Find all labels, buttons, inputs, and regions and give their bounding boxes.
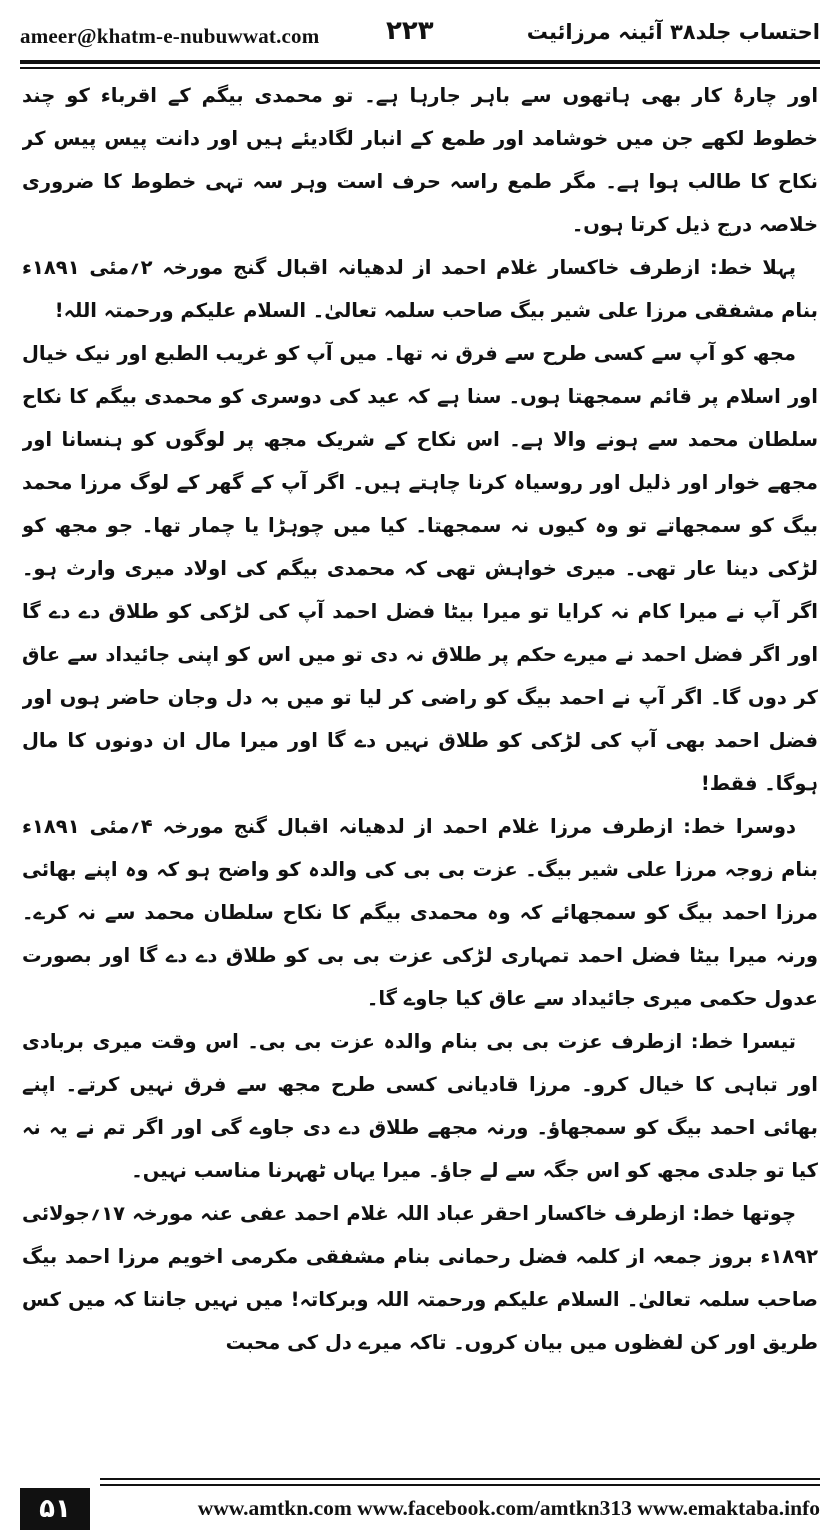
page-header [20,14,820,54]
paragraph-intro: اور چارۂ کار بھی ہاتھوں سے باہر جارہا ہے۔ تو محمدی بیگم کے اقرباء کو چند خطوط لکھے جن میں خوشامد اور طمع کے انبار لگادیئے ہیں اور دانت پیس پیس کر نکاح کا طالب ہوا ہے۔ مگر طمع راسہ حرف است وہر سہ تہی خطوط کا ضروری خلاصہ درج ذیل کرتا ہوں۔ [22,84,818,236]
paragraph-third-letter: تیسرا خط: ازطرف عزت بی بی بنام والدہ عزت بی بی۔ اس وقت میری بربادی اور تباہی کا خیال کرو۔ مرزا قادیانی کسی طرح مجھ سے فرق نہیں کرتے۔ اپنے بھائی احمد بیگ کو سمجھاؤ۔ ورنہ مجھے طلاق دے دی جاوے گی اور اگر تم نے یہ نہ کیا تو جلدی مجھ کو اس جگہ سے لے جاؤ۔ میرا یہاں ٹھہرنا مناسب نہیں۔ [22,1030,818,1182]
paragraph-fourth-letter: چوتھا خط: ازطرف خاکسار احقر عباد اللہ غلام احمد عفی عنہ مورخہ ۱۷؍جولائی ۱۸۹۲ء بروز جمعہ از کلمہ فضل رحمانی بنام مشفقی مکرمی اخویم مرزا احمد بیگ صاحب سلمہ تعالیٰ۔ السلام علیکم ورحمتہ اللہ وبرکاتہ! میں نہیں جانتا کہ میں کس طریق اور کن لفظوں میں بیان کروں۔ تاکہ میرے دل کی محبت [22,1202,818,1354]
header-email-link[interactable]: ameer@khatm-e-nubuwwat.com [20,24,320,48]
footer-website-links[interactable]: www.amtkn.com www.facebook.com/amtkn313 www.emaktaba.info [197,1496,820,1520]
header-book-title: احتساب جلد۳۸ آئینہ مرزائیت [526,20,820,44]
footer-page-number: ۵۱ [20,1488,90,1530]
header-rule-thin [20,67,820,69]
paragraph-second-letter: دوسرا خط: ازطرف مرزا غلام احمد از لدھیانہ اقبال گنج مورخہ ۴؍مئی ۱۸۹۱ء بنام زوجہ مرزا علی شیر بیگ۔ عزت بی بی کی والدہ کو واضح ہو کہ وہ اپنے بھائی مرزا احمد بیگ کو سمجھائے کہ وہ محمدی بیگم کا نکاح سلطان محمد سے نہ کرے۔ ورنہ میرا بیٹا فضل احمد تمہاری لڑکی عزت بی بی کو طلاق دے دے گا اور بصورت عدول حکمی میری جائیداد سے عاق کیا جاوے گا۔ [22,815,818,1010]
footer-rule-bottom [100,1484,820,1486]
footer-rule-top [100,1478,820,1480]
paragraph-first-letter-body: مجھ کو آپ سے کسی طرح سے فرق نہ تھا۔ میں آپ کو غریب الطبع اور نیک خیال اور اسلام پر قائم سمجھتا ہوں۔ سنا ہے کہ عید کی دوسری کو محمدی بیگم کا نکاح سلطان محمد سے ہونے والا ہے۔ اس نکاح کے شریک مجھ پر لوگوں کو ہنسانا اور مجھے خوار اور ذلیل اور روسیاہ کرنا چاہتے ہیں۔ اگر آپ کے گھر کے لوگ مرزا محمد بیگ کو سمجھاتے تو وہ کیوں نہ سمجھتا۔ کیا میں چوہڑا یا چمار تھا۔ جو مجھ کو لڑکی دینا عار تھی۔ میری خواہش تھی کہ محمدی بیگم کی اولاد میری وارث ہو۔ اگر آپ نے میرا کام نہ کرایا تو میرا بیٹا فضل احمد آپ کی لڑکی کو طلاق دے دے گا اور اگر فضل احمد نے میرے حکم پر طلاق نہ دی تو میں اس کو اپنی جائیداد سے عاق کر دوں گا۔ اگر آپ نے احمد بیگ کو راضی کر لیا تو میں بہ دل وجان حاضر ہوں اور فضل احمد بھی آپ کی لڑکی کو طلاق نہیں دے گا اور میرا مال ان دونوں کا مال ہوگا۔ فقط! [22,342,818,795]
body-text [22,74,818,1472]
paragraph-first-letter-heading: پہلا خط: ازطرف خاکسار غلام احمد از لدھیانہ اقبال گنج مورخہ ۲؍مئی ۱۸۹۱ء بنام مشفقی مرزا علی شیر بیگ صاحب سلمہ تعالیٰ۔ السلام علیکم ورحمتہ اللہ! [22,256,818,322]
header-rule-thick [20,60,820,64]
header-page-number: ۲۲۳ [386,16,434,46]
